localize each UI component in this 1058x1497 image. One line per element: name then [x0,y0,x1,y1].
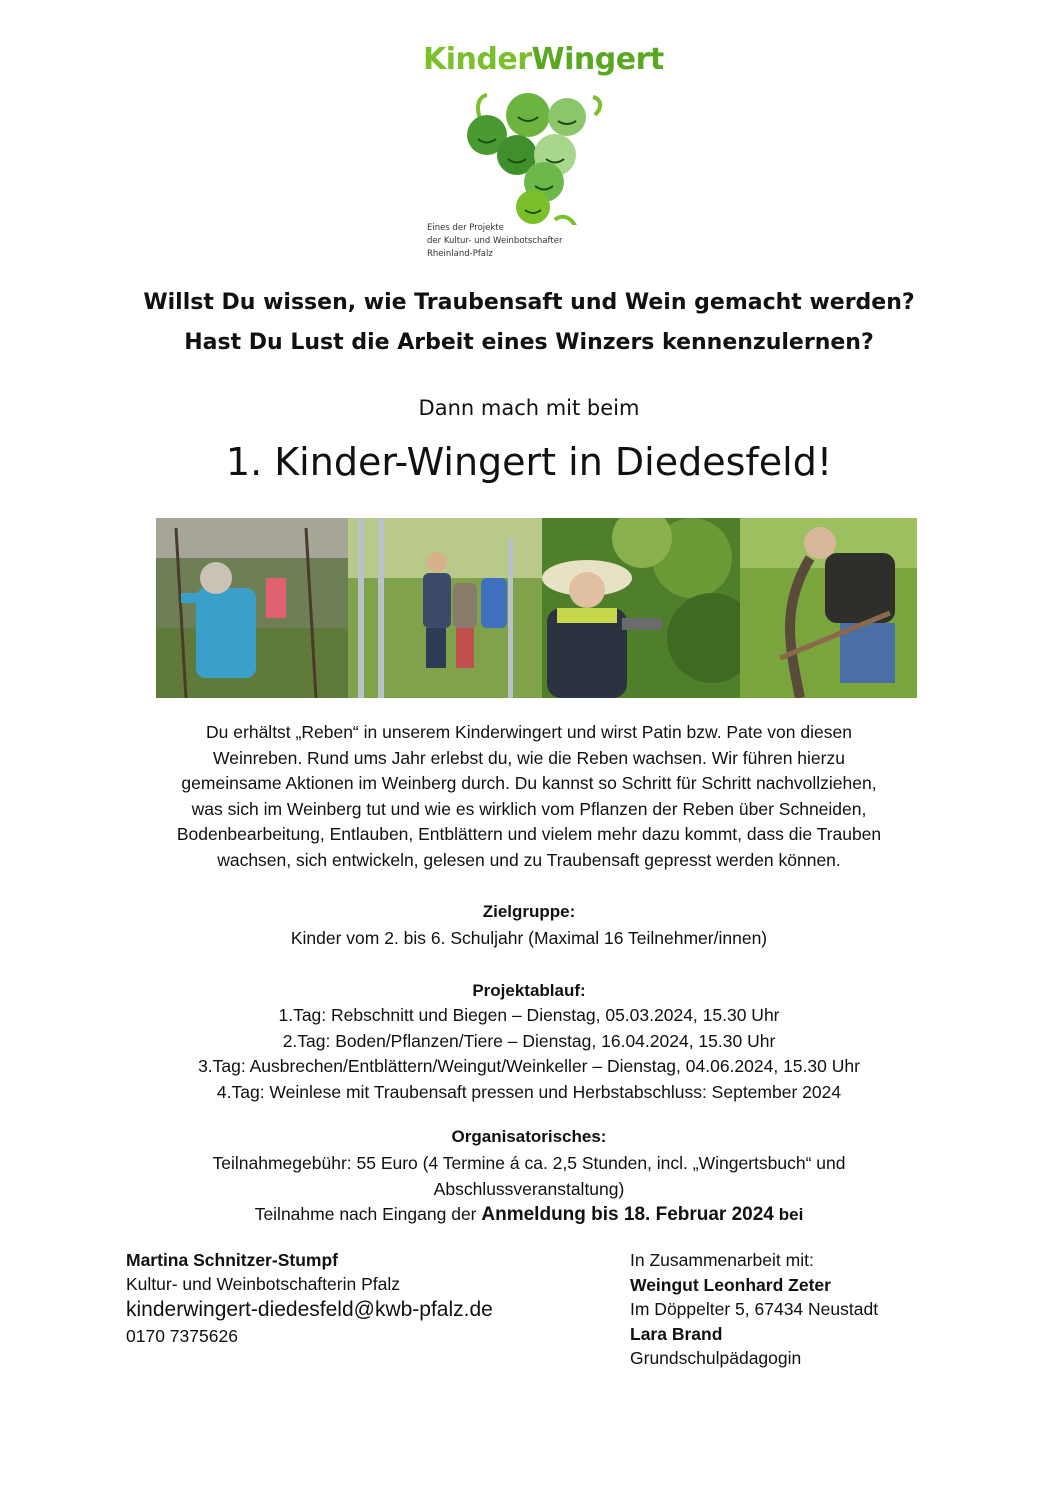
question-heading-1: Willst Du wissen, wie Traubensaft und Wein gemacht werden? [143,290,915,315]
partner-intro: In Zusammenarbeit mit: [630,1250,814,1270]
schedule-item: 1.Tag: Rebschnitt und Biegen – Dienstag, 05.03.2024, 15.30 Uhr [278,1005,780,1025]
contact-left [126,1248,493,1348]
schedule-heading: Projektablauf: [472,981,586,1000]
partner-role: Grundschulpädagogin [630,1348,802,1368]
schedule-item: 2.Tag: Boden/Pflanzen/Tiere – Dienstag, 16.04.2024, 15.30 Uhr [282,1030,776,1051]
logo-caption [427,222,562,261]
description-line: wachsen, sich entwickeln, gelesen und zu Traubensaft gepresst werden können. [217,849,841,870]
description-line: gemeinsame Aktionen im Weinberg durch. Du kannst so Schritt für Schritt nachvollziehen, [181,773,877,793]
contact-role: Kultur- und Weinbotschafterin Pfalz [126,1274,400,1294]
partner-person: Lara Brand [630,1323,723,1344]
description-line: was sich im Weinberg tut und wie es wirklich vom Pflanzen der Reben über Schneiden, [191,798,867,819]
schedule-item: 4.Tag: Weinlese mit Traubensaft pressen und Herbstabschluss: September 2024 [216,1081,842,1102]
logo-title [423,42,664,77]
photo-strip [156,518,917,698]
kinderwingert-logo [405,30,664,275]
fee-line: Abschlussveranstaltung) [433,1178,625,1199]
target-group-heading: Zielgruppe: [482,902,576,921]
partner-address: Im Döppelter 5, 67434 Neustadt [630,1299,879,1319]
schedule-list [0,1003,1058,1105]
photo-hoeing [740,518,917,698]
description-paragraph [110,720,948,873]
intro-text: Dann mach mit beim [418,396,640,420]
target-group-text: Kinder vom 2. bis 6. Schuljahr (Maximal 16 Teilnehmer/innen) [290,928,768,948]
description-line: Bodenbearbeitung, Entlauben, Entblättern und vielem mehr dazu kommt, dass die Trauben [176,824,882,844]
question-heading-2: Hast Du Lust die Arbeit eines Winzers kennenzulernen? [184,330,874,355]
organisation-heading: Organisatorisches: [451,1127,607,1146]
registration-text [0,1204,1058,1226]
logo-title-part1: Kinder [423,42,532,77]
logo-caption-line: Rheinland-Pfalz [427,249,493,259]
description-line: Du erhältst „Reben“ in unserem Kinderwingert und wirst Patin bzw. Pate von diesen [206,722,852,742]
registration-suffix: bei [778,1205,804,1224]
logo-caption-line: der Kultur- und Weinbotschafter [427,236,563,246]
contact-right [630,1248,878,1371]
registration-prefix: Teilnahme nach Eingang der [254,1204,477,1224]
contact-email-link[interactable]: kinderwingert-diedesfeld@kwb-pfalz.de [126,1298,493,1321]
logo-caption-line: Eines der Projekte [427,223,504,233]
contact-phone: 0170 7375626 [126,1326,238,1346]
registration-deadline: Anmeldung bis 18. Februar 2024 [481,1204,774,1225]
fee-text [0,1151,1058,1202]
description-line: Weinreben. Rund ums Jahr erlebst du, wie die Reben wachsen. Wir führen hierzu [213,747,845,768]
logo-title-part2: Wingert [531,42,664,77]
photo-leaf-work [542,518,742,698]
photo-walking-vineyard [348,518,544,698]
contact-name: Martina Schnitzer-Stumpf [126,1250,338,1270]
photo-vine-pruning [156,518,350,698]
fee-line: Teilnahmegebühr: 55 Euro (4 Termine á ca. 2,5 Stunden, incl. „Wingertsbuch“ und [212,1153,846,1173]
partner-winery: Weingut Leonhard Zeter [630,1274,831,1295]
grape-bunch-icon [405,85,650,225]
schedule-item: 3.Tag: Ausbrechen/Entblättern/Weingut/Weinkeller – Dienstag, 04.06.2024, 15.30 Uhr [198,1056,860,1076]
page-title: 1. Kinder-Wingert in Diedesfeld! [225,440,833,484]
